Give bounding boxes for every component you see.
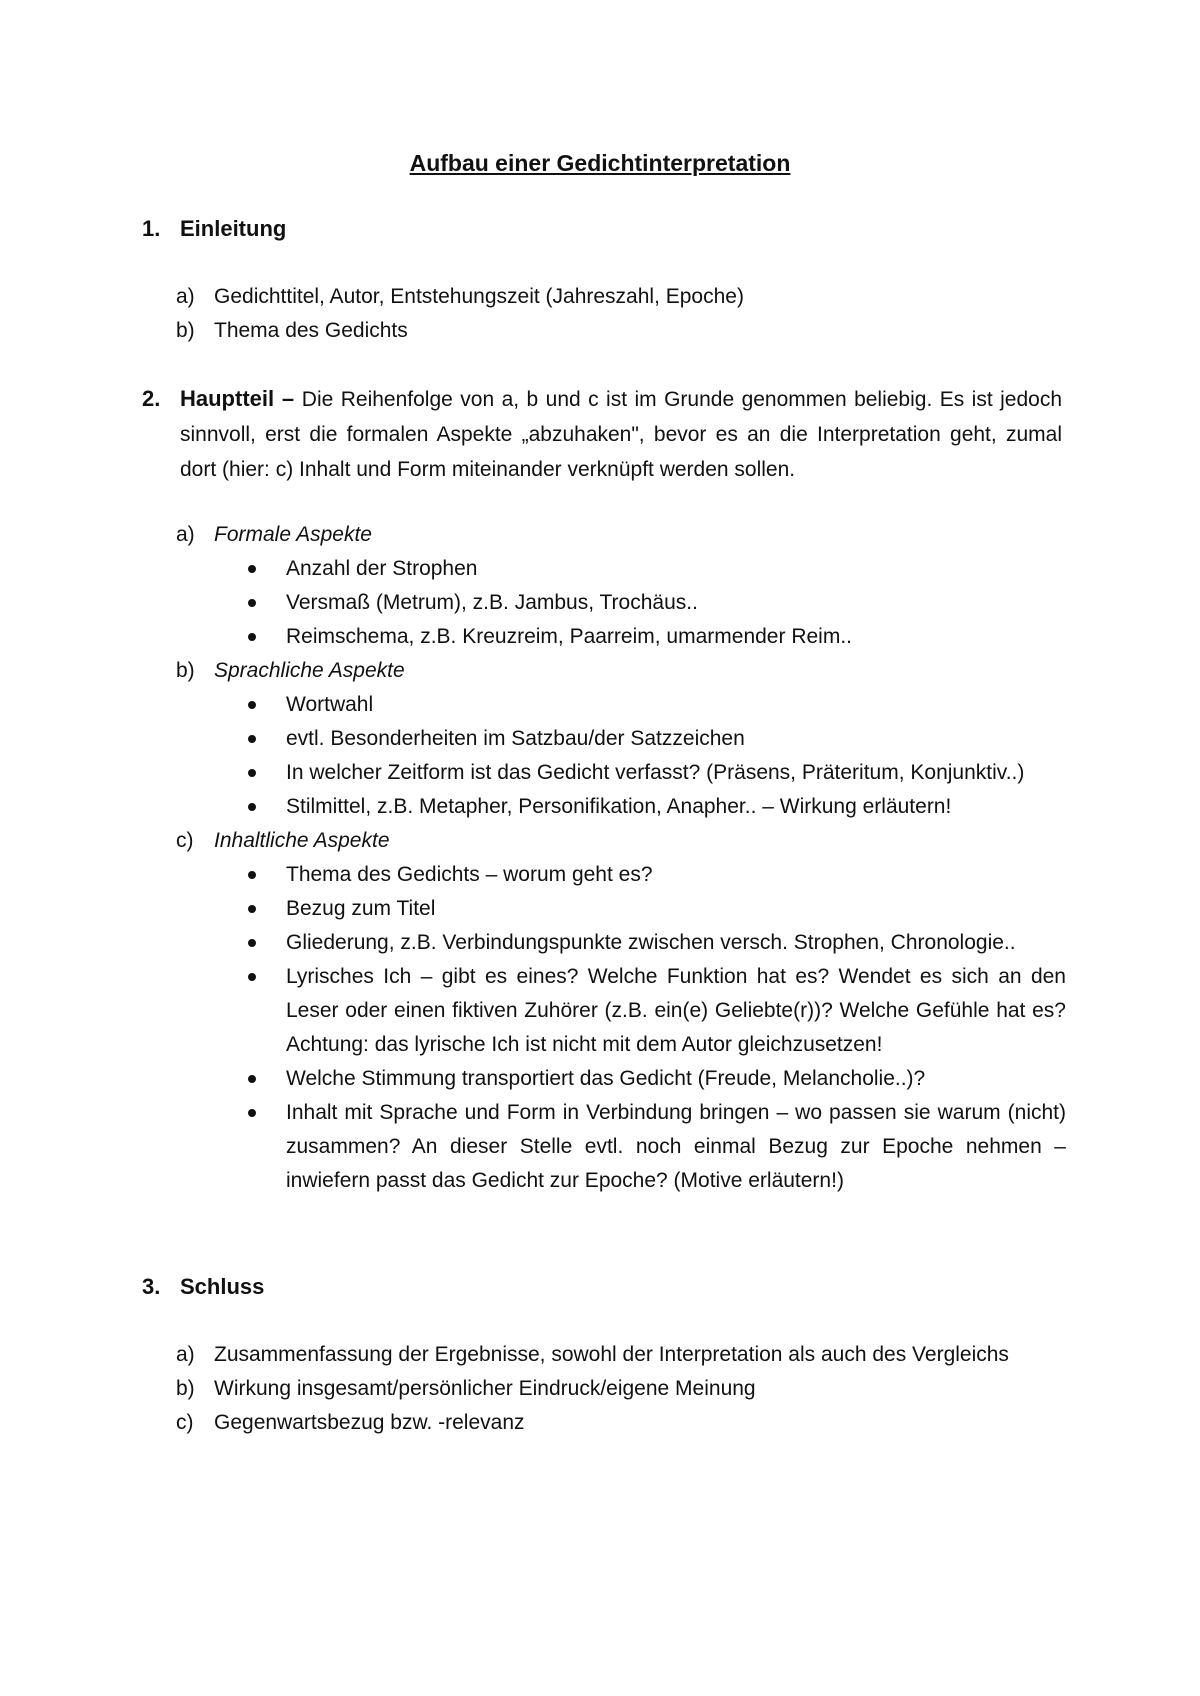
list-item — [176, 1372, 1066, 1406]
list-marker: c) — [176, 829, 194, 852]
bullet-item — [214, 620, 1066, 654]
list-item-text: Thema des Gedichts — [214, 319, 408, 342]
bullet-item — [214, 1096, 1066, 1198]
bullet-item — [214, 858, 1066, 892]
bullet-icon — [244, 790, 286, 824]
bullet-text: Wortwahl — [286, 693, 374, 716]
bullet-item — [214, 790, 1066, 824]
bullet-icon — [244, 688, 286, 722]
list-marker: a) — [176, 523, 195, 546]
bullet-icon — [244, 756, 286, 790]
section-title: Hauptteil – — [180, 386, 295, 411]
bullet-icon — [244, 1096, 286, 1198]
section-intro — [180, 382, 1062, 487]
bullet-item — [214, 688, 1066, 722]
list-item-text: Wirkung insgesamt/persönlicher Eindruck/eigene Meinung — [214, 1377, 756, 1400]
list-marker: a) — [176, 1343, 195, 1366]
bullet-icon — [244, 620, 286, 654]
section-number: 2. — [142, 386, 161, 411]
section-number: 1. — [142, 216, 161, 241]
schluss-list — [176, 1338, 1066, 1440]
bullet-list — [214, 688, 1066, 824]
bullet-item — [214, 926, 1066, 960]
bullet-item — [214, 722, 1066, 756]
bullet-text: Welche Stimmung transportiert das Gedicht (Freude, Melancholie..)? — [286, 1067, 926, 1090]
bullet-text: Inhalt mit Sprache und Form in Verbindung bringen – wo passen sie warum (nicht) zusammen? An dieser Stelle evtl. noch einmal Bezug zur Epoche nehmen – inwiefern passt das Gedicht zur Epoche? (Motive erläutern!) — [286, 1101, 1066, 1192]
bullet-text: Bezug zum Titel — [286, 897, 436, 920]
bullet-icon — [244, 722, 286, 756]
bullet-item — [214, 586, 1066, 620]
section-heading — [142, 382, 1062, 487]
section-heading — [142, 1270, 1062, 1304]
list-item — [176, 314, 1066, 348]
hauptteil-list — [176, 518, 1066, 1198]
bullet-icon — [244, 858, 286, 892]
list-marker: c) — [176, 1411, 194, 1434]
list-marker: a) — [176, 285, 195, 308]
document-title: Aufbau einer Gedichtinterpretation — [409, 150, 791, 176]
bullet-text: Stilmittel, z.B. Metapher, Personifikation, Anapher.. – Wirkung erläutern! — [286, 795, 952, 818]
list-marker: b) — [176, 659, 195, 682]
bullet-text: Gliederung, z.B. Verbindungspunkte zwischen versch. Strophen, Chronologie.. — [286, 931, 1016, 954]
bullet-text: evtl. Besonderheiten im Satzbau/der Satzzeichen — [286, 727, 745, 750]
bullet-item — [214, 552, 1066, 586]
subsection-inhaltliche-aspekte — [176, 824, 1066, 858]
bullet-icon — [244, 1062, 286, 1096]
bullet-icon — [244, 892, 286, 926]
bullet-text: Versmaß (Metrum), z.B. Jambus, Trochäus.. — [286, 591, 698, 614]
list-item-text: Gegenwartsbezug bzw. -relevanz — [214, 1411, 525, 1434]
subsection-sprachliche-aspekte — [176, 654, 1066, 688]
list-marker: b) — [176, 1377, 195, 1400]
bullet-item — [214, 960, 1066, 1062]
bullet-icon — [244, 926, 286, 960]
section-number: 3. — [142, 1274, 161, 1299]
section-title: Schluss — [180, 1274, 265, 1299]
section-einleitung — [142, 212, 1062, 246]
einleitung-list — [176, 280, 1066, 348]
bullet-item — [214, 756, 1066, 790]
subsection-formale-aspekte — [176, 518, 1066, 552]
bullet-list — [214, 552, 1066, 654]
list-item — [176, 1338, 1066, 1372]
bullet-list — [214, 858, 1066, 1198]
section-heading — [142, 212, 1062, 246]
subsection-title: Inhaltliche Aspekte — [214, 829, 390, 852]
section-hauptteil — [142, 382, 1062, 487]
bullet-icon — [244, 552, 286, 586]
subsection-title: Formale Aspekte — [214, 523, 372, 546]
bullet-icon — [244, 586, 286, 620]
subsection-title: Sprachliche Aspekte — [214, 659, 405, 682]
bullet-text: Reimschema, z.B. Kreuzreim, Paarreim, umarmender Reim.. — [286, 625, 852, 648]
section-title: Einleitung — [180, 216, 287, 241]
list-item — [176, 280, 1066, 314]
bullet-text: Anzahl der Strophen — [286, 557, 478, 580]
list-item — [176, 1406, 1066, 1440]
bullet-text: Thema des Gedichts – worum geht es? — [286, 863, 653, 886]
bullet-item — [214, 1062, 1066, 1096]
section-intro-text: Die Reihenfolge von a, b und c ist im Grunde genommen beliebig. Es ist jedoch sinnvoll, erst die formalen Aspekte „abzuhaken", bevor es an die Interpretation geht, zumal dort (hier: c) Inhalt und Form miteinander verknüpft werden sollen. — [180, 388, 1062, 481]
bullet-icon — [244, 960, 286, 1062]
section-schluss — [142, 1270, 1062, 1304]
list-marker: b) — [176, 319, 195, 342]
list-item-text: Gedichttitel, Autor, Entstehungszeit (Jahreszahl, Epoche) — [214, 285, 744, 308]
bullet-item — [214, 892, 1066, 926]
bullet-text: In welcher Zeitform ist das Gedicht verfasst? (Präsens, Präteritum, Konjunktiv..) — [286, 761, 1025, 784]
bullet-text: Lyrisches Ich – gibt es eines? Welche Funktion hat es? Wendet es sich an den Leser oder einen fiktiven Zuhörer (z.B. ein(e) Geliebte(r))? Welche Gefühle hat es? Achtung: das lyrische Ich ist nicht mit dem Autor gleichzusetzen! — [286, 965, 1066, 1056]
list-item-text: Zusammenfassung der Ergebnisse, sowohl der Interpretation als auch des Vergleichs — [214, 1343, 1009, 1366]
